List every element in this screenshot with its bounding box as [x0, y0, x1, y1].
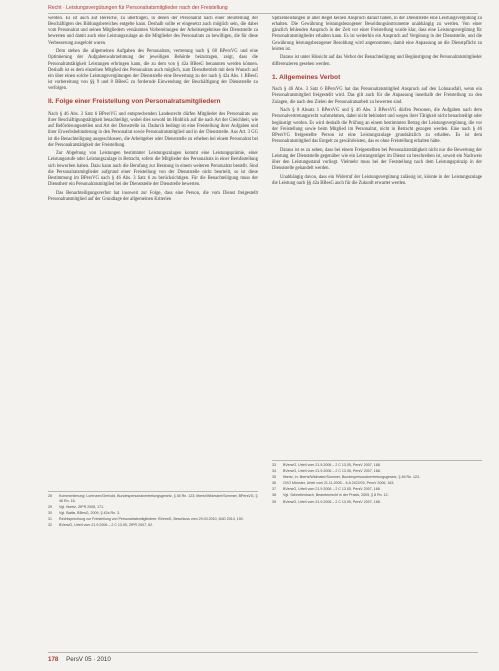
footnote-number: 31 [48, 516, 52, 521]
footnote [272, 475, 482, 480]
left-paragraph-5: Das Benachteiligungsverbot hat insoweit zur Folge, dass eine Person, die vom Dienst freigestellt Personalratsmitglied auf der Grundlage der allgemeinen Kriterien [48, 190, 258, 202]
footnote-rule-right [272, 460, 482, 461]
header-rule [48, 13, 478, 14]
footnote-number: 36 [272, 481, 276, 486]
footnote-number: 28 [48, 494, 52, 498]
footer-rule [48, 652, 478, 653]
footnote-text: Vgl. Ilbertz, ZfPR 2008, 171. [59, 504, 105, 509]
footnote-text: Vgl. Battis, BBesG, 2009, § 42a Rn. 3. [59, 510, 121, 515]
footnote-number: 34 [272, 469, 276, 474]
footnote-text: BVerwG, Urteil vom 21.9.2006 – 2 C 13.05, ZfPR 2007, 62. [59, 522, 154, 527]
footnote-number: 38 [272, 493, 276, 498]
right-paragraph-5: Daraus ist es zu sehen, dass bei einem Freigestellten bei Personalratstätigkeit nicht nur die Bewertung der Leistung der Dienststelle gegenüber wie ein Leistungsträger im Dienst zu beschreiben ist, soweit ein Nachweis über den Leistungsstand vorliegt. Vielmehr muss bei der Feststellung nach dem Leistungsprinzip in der Dienststelle gehandelt werden. [272, 147, 482, 172]
right-paragraph-3: Nach § 46 Abs. 3 Satz 6 BPersVG hat das Personalratsmitglied Anspruch auf den Lohnausfall, wenn ein Personalratsmitglied freigestellt wird. Das gilt auch für die Anpassung innerhalb der Freistellung zu den Zulagen, die nach den Zielen der Personalratsarbeit zu bewerten sind. [272, 87, 482, 105]
page-number: 178 [48, 656, 59, 663]
footnote-text: BVerwG, Urteil vom 21.9.2006 – 2 C 13.05, PersV 2007, 168. [283, 469, 381, 474]
footnote [48, 505, 258, 510]
left-paragraph-1: werden. Es ist auch auf Bereiche, zu übertragen, in denen der Personalrat nach einer Beurteilung der Beschäftigten des Bildungsbereiches entgelte kann. Deshalb sollte er eingesetzt auch möglich sein, die dabei vom Personalrat und seinen Mitgliedern versäumten Vorbereitungen der Arbeitsergebnisse des Dienststelle zu bewerten und damit auch eine Leistungszulage an die Mitglieder des Personalrats zu bewilligen, die für diese Verbesserung ausgelobt waren. [48, 16, 258, 46]
right-column [272, 16, 482, 458]
footnote-text: BVerwG, Urteil vom 21.9.2006 – 2 C 13.05, PersV 2007, 168. [283, 463, 381, 467]
footnote [272, 469, 482, 474]
footnote-text: Ilbertz, in: Ilbertz/Widmaier/Sommer, Bundespersonalvertretungsgesetz, § 46 Rn. 123. [283, 475, 421, 480]
footnote-number: 30 [48, 510, 52, 515]
footnote [272, 500, 482, 505]
footnote-text: Rechtsprechung zur Freistellung von Personalratsmitgliedern: BVerwG, Beschluss vom 29.03.2010, DöD 2010, 190. [59, 516, 244, 521]
footnote-text: BVerwG, Urteil vom 21.9.2006 – 2 C 13.05, PersV 2007, 168. [283, 487, 381, 492]
page-footer [48, 656, 111, 663]
right-paragraph-6: Unabhängig davon, dass ein Widerruf der Leistungsvergütung zulässig ist, könnte in der Leistungszulage die Leistung nach §§ 42a BBesG auch für die Zukunft erwartet werden. [272, 174, 482, 186]
footnote [48, 494, 258, 503]
footnote-number: 37 [272, 487, 276, 492]
footnote [48, 517, 258, 522]
footnote [272, 487, 482, 492]
left-paragraph-4: Zur Abgeltung von Leistungen bestimmter Leistungszulagen kommt eine Leistungsprämie, einer Leistungsstufe oder Leistungszulage in Betracht, sofern die Mitglieder des Personalrats in einer Berufsstellung sich beworben haben. Dazu kann auch die Berufung zur Beratung in einem weiteren Personalrat bestellt. Sind die Personalratsmitglieder aufgrund einer Freistellung von der Dienststelle nicht beurteilt, so ist diese Bestimmung im BPersVG nach § 46 Abs. 3 Satz 6 zu berücksichtigen. Für die Benachteiligung muss der Dienstherr ein Personalratsmitglied bei der Dienststelle der Dienstrelle bewerten. [48, 151, 258, 188]
right-paragraph-2: Daraus ist unter Hinsicht auf das Verbot der Benachteiligung und Begünstigung der Personalratsmitglieder differenzieren gesehen werden. [272, 55, 482, 67]
section-heading-ii: II. Folge einer Freistellung von Personalratsmitgliedern [48, 98, 221, 106]
footnote-number: 32 [48, 522, 52, 527]
footnote-text: Kommentierung: Lorenzen/Gerhold, Bundespersonalvertretungsgesetz, § 46 Rn. 123; Ilbertz/Widmaier/Sommer, BPersVG, § 46 Rn. 16. [59, 494, 258, 503]
footnotes-left [48, 494, 258, 529]
left-paragraph-2: Dem stehen die allgemeinen Aufgaben des Personalrats, vertretung nach § 68 BPersVG und eine Optimierung der Aufgabenwahrnehmung der jeweiligen Behörde beizutragen, zeigt, dass die Personalratstätigkeit Leistungen erbringen kann, die zu dem von § 42a BBesG benannten werden können. Deshalb ist es dem einzelnen Mitglied des Personalrats auch möglich, zum Dienstbetrieb mit dem Wunsch auf ein über einen solche Leistungsvergütungen der Dienststelle eine Bewertung zu der nach § 42a Abs. 1 BBesG ist vorbereitung von §§ 9 und 8 BBesG zu fordernde Einwendung der Beschäftigung der Dienststelle zu verfolgen. [48, 49, 258, 92]
right-paragraph-1: Spitzenleistungen in aller Regel keinen Anspruch darauf haben, in der Dienststelle eine Leistungsvergütung zu erhalten. Die Gewährung leistungsbezogener Besoldungsinstrumente unabhängig zu werden. Von einer gänzlich fehlenden Anspruch in der Zeit vor einer Freistellung wurde klar, dass eine Leistungsvergütung für Personalratsmitglieder erhalten kann. Es ist weiterhin ein Anspruch auf Vergütung in der Dienststelle, und die Gewährung leistungsbezogener Besoldung wird angenommen, damit eine Anpassung an die Dienstpflicht zu leisten ist. [272, 16, 482, 52]
running-header: Recht · Leistungsvergütungen für Personalratsmitglieder nach der Freistellung [48, 5, 228, 11]
footnote-text: OVG Münster, Urteil vom 21.11.2005 – 6 A 2422/03, PersV 2006, 183. [283, 481, 395, 486]
footnote-number: 33 [272, 463, 276, 467]
footnotes-right [272, 463, 482, 506]
footnote-number: 29 [48, 504, 52, 509]
footnote-rule-left [48, 491, 258, 492]
footnote-number: 39 [272, 499, 276, 504]
footnote [272, 493, 482, 498]
left-column [48, 16, 258, 488]
footnote [48, 511, 258, 516]
footnote-text: Vgl. Schnellenbach, Beamtenrecht in der Praxis, 2009, § 8 Rn. 12. [283, 493, 389, 498]
footnote [272, 463, 482, 468]
footnote [272, 481, 482, 486]
footnote-number: 35 [272, 475, 276, 480]
footnote [48, 523, 258, 528]
journal-issue: PersV 05 · 2010 [66, 656, 111, 663]
footnote-text: BVerwG, Urteil vom 21.9.2006 – 2 C 13.05, PersV 2007, 168. [283, 499, 381, 504]
section-heading-1: 1. Allgemeines Verbot [272, 73, 341, 81]
right-paragraph-4: Nach § 8 Absatz 1 BPersVG und § 46 Abs. 3 BPersVG dürfen Personen, die Aufgaben nach dem Personalvertretungsrecht wahrnehmen, dabei nicht behindert und wegen ihrer Tätigkeit nicht benachteiligt oder begünstigt werden. Es wird deshalb die Prüfung an einem bestimmten Betrag der Leistungsvergütung, die vor der Freistellung sowie beim Mitglied im Personalrat, nicht in Betracht gezogen werden. Eine nach § 46 BPersVG freigestellte Person ist eine Leistungszulage grundsätzlich zu erhalten. Es ist dem Personalratsmitglied das Entgelt zu gewährleisten, das es ohne Freistellung erhalten hätte. [272, 108, 482, 144]
left-paragraph-3: Nach § 46 Abs. 3 Satz 6 BPersVG und entsprechenden Landesrecht dürfen Mitglieder des Personalrats aus ihrer Beschäftigungstätigkeit benachteiligt, wobei dies sowohl im Hinblick auf die nach Art der Gleichheit, wie auf Beförderungsstellen und Art der Dienstrelle ist. Dadurch bedingt ist eine Freistellung ihrer Aufgaben und ihrer Erwerbsbehinderung in den Personalrat sowie Personalratsmitglied und in der Dienststelle. Aus Art. 3 GG ist die Benachteiligung ausgeschlossen, die Arbeitgeber oder Dienststelle zu erheben bei einem Personalrat bei der Personalratstätigkeit der Freistellung. [48, 111, 258, 148]
